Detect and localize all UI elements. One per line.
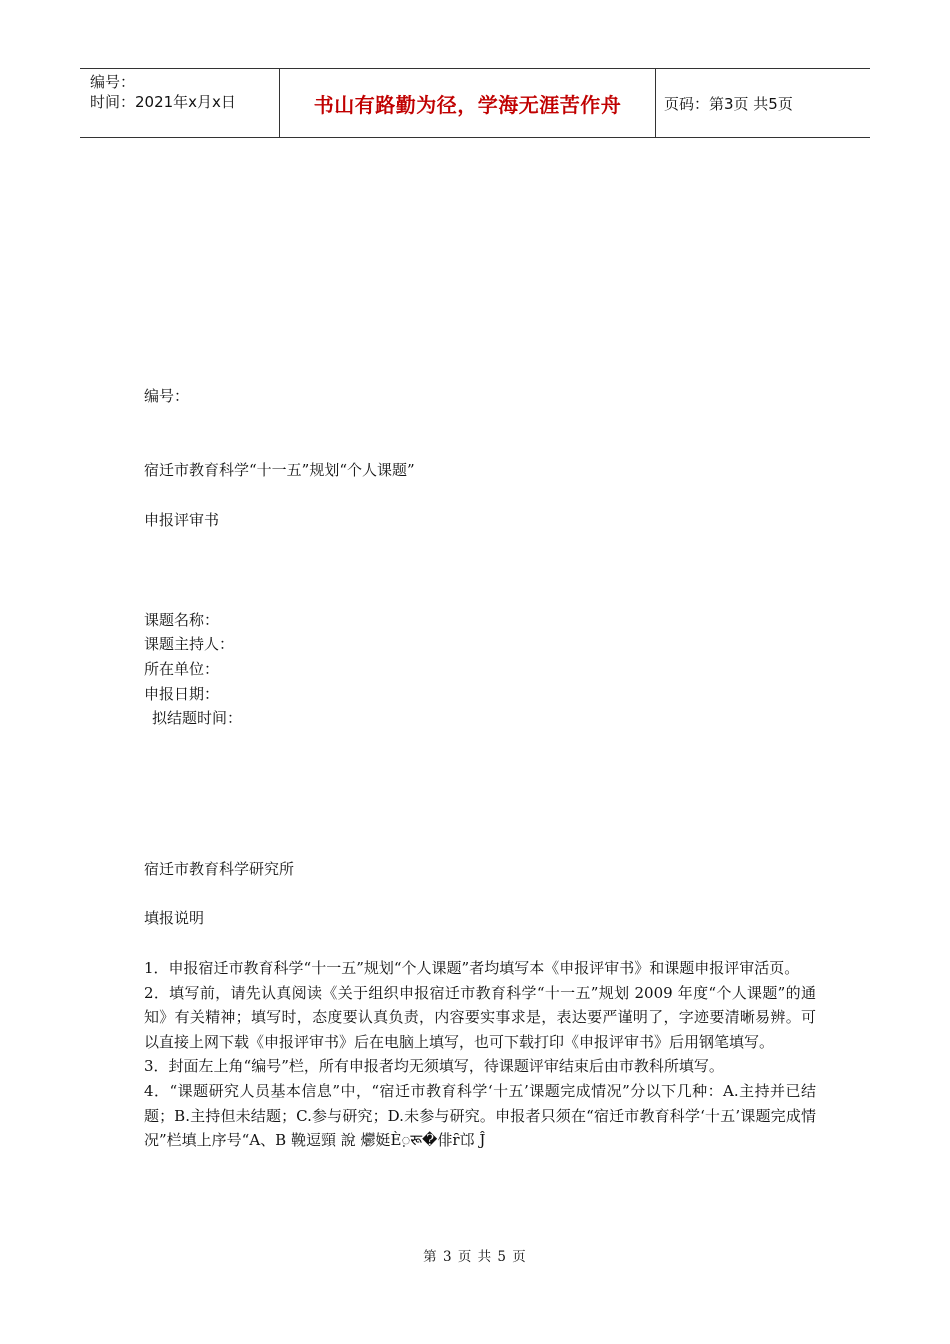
instruction-item: 3．封面左上角“编号”栏，所有申报者均无须填写，待课题评审结束后由市教科所填写。: [144, 1057, 724, 1076]
cover-title-line2: 申报评审书: [144, 511, 220, 529]
header-page-info: 页码：第3页 共5页: [664, 94, 793, 113]
cover-title-line1: 宿迁市教育科学“十一五”规划“个人课题”: [144, 461, 415, 479]
field-end-label: 拟结题时间：: [152, 709, 243, 727]
header-number-label: 编号：: [90, 73, 136, 91]
document-header: [80, 68, 870, 138]
instruction-item: 1．申报宿迁市教育科学“十一五”规划“个人课题”者均填写本《申报评审书》和课题申报评审活页。: [144, 959, 800, 977]
instructions-heading: 填报说明: [144, 909, 205, 927]
cover-number: 编号：: [144, 387, 190, 405]
header-time-label: 时间：2021年x月x日: [90, 93, 236, 111]
instruction-item: 2．填写前，请先认真阅读《关于组织申报宿迁市教育科学“十一五”规划 2009 年度“个人课题”的通知》有关精神；填写时，态度要认真负责，内容要实事求是，表达要严谨明了，字迹要清晰易辨。可以直接上网下载《申报评审书》后在电脑上填写，也可下载打印《申报评审书》后用钢笔填写。: [144, 983, 816, 1051]
page-footer: 第 3 页 共 5 页: [423, 1249, 527, 1265]
field-topic-label: 课题名称：: [144, 611, 220, 629]
field-unit-label: 所在单位：: [144, 660, 220, 678]
instruction-item: 4．“课题研究人员基本信息”中，“宿迁市教育科学‘十五’课题完成情况”分以下几种：A.主持并已结题；B.主持但未结题；C.参与研究；D.未参与研究。申报者只须在“宿迁市教育科学‘十五’课题完成情况”栏填上序号“A、B 鞔逗頸 說 爩娗È़रू�俳ȓ邙 Ĵ: [144, 1081, 816, 1150]
header-motto: 书山有路勤为径，学海无涯苦作舟: [280, 69, 656, 137]
header-meta: [80, 69, 280, 137]
field-date-label: 申报日期：: [144, 685, 220, 703]
field-host-label: 课题主持人：: [144, 635, 235, 653]
instructions-list: [144, 956, 816, 1153]
institute-name: 宿迁市教育科学研究所: [144, 860, 295, 878]
